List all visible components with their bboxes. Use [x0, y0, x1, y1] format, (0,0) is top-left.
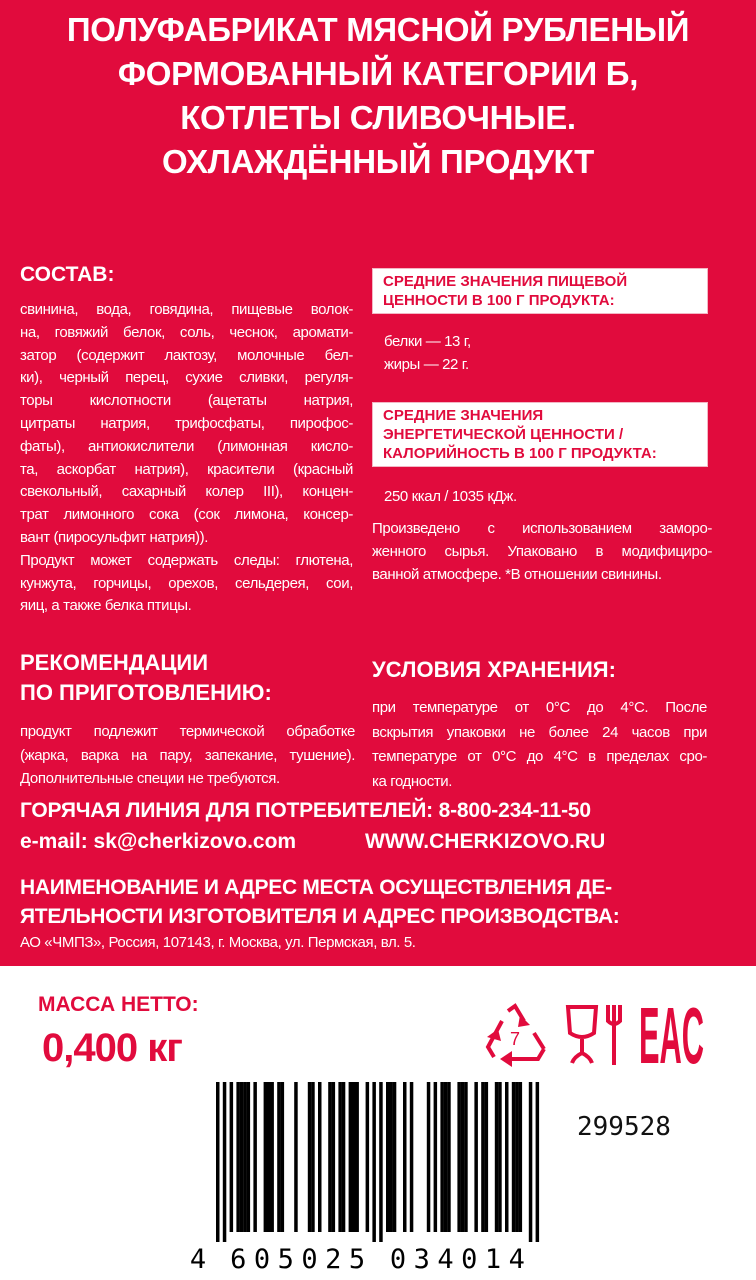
title-line: ПОЛУФАБРИКАТ МЯСНОЙ РУБЛЕНЫЙ [66, 11, 690, 48]
title-line: ОХЛАЖДЁННЫЙ ПРОДУКТ [161, 143, 595, 180]
website-link[interactable]: WWW.CHERKIZOVO.RU [365, 830, 606, 853]
cooking-text [20, 720, 355, 791]
barcode-bar [444, 1082, 448, 1232]
heading-line: ЦЕННОСТИ В 100 Г ПРОДУКТА: [383, 292, 615, 309]
barcode-digits: 605025 [230, 1244, 366, 1275]
product-title [0, 8, 756, 184]
eac-text: EAC [639, 1002, 704, 1066]
net-weight-label: МАССА НЕТТО: [38, 993, 199, 1016]
composition-line: цитраты натрия, трифосфаты, пирофос- [20, 414, 353, 432]
energy-heading [372, 402, 708, 467]
text-line: при температуре от 0°С до 4°С. После [372, 699, 707, 716]
barcode-bar [410, 1082, 414, 1232]
recycling-7-icon [482, 1003, 548, 1067]
barcode-bar [389, 1082, 393, 1232]
composition-line: та, аскорбат натрия), красители (красный [20, 460, 353, 478]
barcode-bar [495, 1082, 499, 1232]
text-line: температуре от 0°С до 4°С в пределах сро- [372, 748, 707, 765]
storage-heading: УСЛОВИЯ ХРАНЕНИЯ: [372, 657, 616, 682]
composition-line: кунжута, горчицы, орехов, сельдерея, сои, [20, 574, 353, 592]
composition-line: Продукт может содержать следы: глютена, [20, 551, 353, 569]
barcode-bar [318, 1082, 322, 1232]
barcode-bar [393, 1082, 397, 1232]
barcode-bar [403, 1082, 407, 1232]
composition-line: свинина, вода, говядина, пищевые волок- [20, 301, 353, 318]
barcode-bar [247, 1082, 251, 1232]
barcode-bar [519, 1082, 523, 1232]
barcode-bar [230, 1082, 234, 1232]
nutrition-values [384, 331, 471, 377]
barcode-bar [498, 1082, 502, 1232]
product-code: 299528 [577, 1112, 671, 1142]
text-line: вскрытия упаковки не более 24 часов при [372, 723, 707, 741]
heading-line: КАЛОРИЙНОСТЬ В 100 Г ПРОДУКТА: [383, 445, 657, 462]
note-line: ванной атмосфере. *В отношении свинины. [372, 565, 662, 583]
barcode-bar [512, 1082, 516, 1232]
heading-line: СРЕДНИЕ ЗНАЧЕНИЯ ПИЩЕВОЙ [383, 273, 628, 290]
barcode-bar [349, 1082, 353, 1232]
barcode-bar [461, 1082, 465, 1232]
energy-value: 250 ккал / 1035 кДж. [384, 488, 517, 505]
protein-value: белки — 13 г, [384, 333, 471, 350]
barcode-bar [366, 1082, 370, 1232]
heading-line: РЕКОМЕНДАЦИИ [20, 650, 209, 675]
composition-line: вант (пиросульфит натрия)). [20, 528, 209, 546]
email-link[interactable]: e-mail: sk@cherkizovo.com [20, 830, 297, 853]
recycle-number: 7 [509, 1029, 521, 1049]
cooking-heading [20, 648, 272, 708]
barcode-bar [386, 1082, 390, 1232]
title-line: ФОРМОВАННЫЙ КАТЕГОРИИ Б, [117, 55, 639, 92]
barcode-bar [536, 1082, 540, 1242]
note-line: женного сырья. Упаковано в модифициро- [372, 542, 712, 560]
production-note [372, 518, 712, 586]
composition-line: фаты), антиокислители (лимонная кисло- [20, 437, 353, 455]
note-line: Произведено с использованием заморо- [372, 520, 712, 537]
barcode-bar [474, 1082, 478, 1232]
storage-text [372, 696, 707, 794]
barcode-bar [464, 1082, 468, 1232]
barcode-digits: 4 [189, 1244, 207, 1275]
title-line: КОТЛЕТЫ СЛИВОЧНЫЕ. [180, 99, 576, 136]
barcode-bar [457, 1082, 461, 1232]
barcode-bar [281, 1082, 285, 1232]
barcode-bar [216, 1082, 220, 1242]
barcode-bar [481, 1082, 485, 1232]
text-line: Дополнительные специи не требуются. [20, 770, 280, 787]
barcode [180, 1082, 550, 1278]
composition-line: яиц, а также белка птицы. [20, 597, 192, 615]
fat-value: жиры — 22 г. [384, 355, 469, 373]
heading-line: ЭНЕРГЕТИЧЕСКОЙ ЦЕННОСТИ / [383, 426, 624, 443]
barcode-bar [529, 1082, 533, 1242]
barcode-bar [427, 1082, 431, 1232]
heading-line: НАИМЕНОВАНИЕ И АДРЕС МЕСТА ОСУЩЕСТВЛЕНИЯ ДЕ- [20, 876, 612, 899]
barcode-bar [485, 1082, 489, 1232]
composition-line: свекольный, сахарный колер III), концен- [20, 483, 353, 501]
barcode-digits: 034014 [389, 1244, 525, 1275]
text-line: ка годности. [372, 772, 453, 790]
composition-line: ки), черный перец, сухие сливки, регуля- [20, 369, 353, 387]
barcode-bar [277, 1082, 281, 1232]
barcode-bar [342, 1082, 346, 1232]
barcode-bar [440, 1082, 444, 1232]
barcode-bar [332, 1082, 336, 1232]
barcode-bar [308, 1082, 312, 1232]
barcode-bar [515, 1082, 519, 1232]
barcode-bar [379, 1082, 383, 1242]
nutrition-heading [372, 268, 708, 314]
barcode-bar [352, 1082, 356, 1232]
composition-line: торы кислотности (ацетаты натрия, [20, 392, 353, 410]
barcode-bar [434, 1082, 438, 1232]
barcode-bar [267, 1082, 271, 1232]
heading-line: ПО ПРИГОТОВЛЕНИЮ: [20, 680, 272, 705]
barcode-bar [372, 1082, 376, 1242]
barcode-bar [294, 1082, 298, 1232]
barcode-bar [264, 1082, 268, 1232]
eac-mark-icon [638, 1002, 706, 1066]
barcode-bar [328, 1082, 332, 1232]
barcode-bar [243, 1082, 247, 1232]
hotline: ГОРЯЧАЯ ЛИНИЯ ДЛЯ ПОТРЕБИТЕЛЕЙ: 8-800-234-11-50 [20, 799, 591, 822]
barcode-bar [311, 1082, 315, 1232]
barcode-bar [505, 1082, 509, 1232]
composition-heading: СОСТАВ: [20, 263, 115, 286]
manufacturer-heading [20, 873, 619, 931]
barcode-bar [355, 1082, 359, 1232]
text-line: (жарка, варка на пару, запекание, тушение). [20, 746, 355, 764]
composition-line: на, говяжий белок, соль, чеснок, аромати- [20, 323, 353, 341]
composition-line: затор (содержит лактозу, молочные бел- [20, 346, 353, 364]
text-line: продукт подлежит термической обработке [20, 723, 355, 740]
barcode-bar [236, 1082, 240, 1232]
manufacturer-address: АО «ЧМПЗ», Россия, 107143, г. Москва, ул. Пермская, вл. 5. [20, 934, 416, 951]
composition-text [20, 299, 353, 618]
composition-line: трат лимонного сока (сок лимона, консер- [20, 506, 353, 524]
barcode-bar [223, 1082, 227, 1242]
barcode-bar [240, 1082, 244, 1232]
barcode-bar [338, 1082, 342, 1232]
barcode-bar [270, 1082, 274, 1232]
barcode-bar [447, 1082, 451, 1232]
food-safe-glass-fork-icon [564, 1003, 630, 1065]
heading-line: СРЕДНИЕ ЗНАЧЕНИЯ [383, 407, 544, 424]
heading-line: ЯТЕЛЬНОСТИ ИЗГОТОВИТЕЛЯ И АДРЕС ПРОИЗВОДСТВА: [20, 905, 620, 928]
barcode-bar [253, 1082, 257, 1232]
net-weight-value: 0,400 кг [42, 1026, 182, 1070]
